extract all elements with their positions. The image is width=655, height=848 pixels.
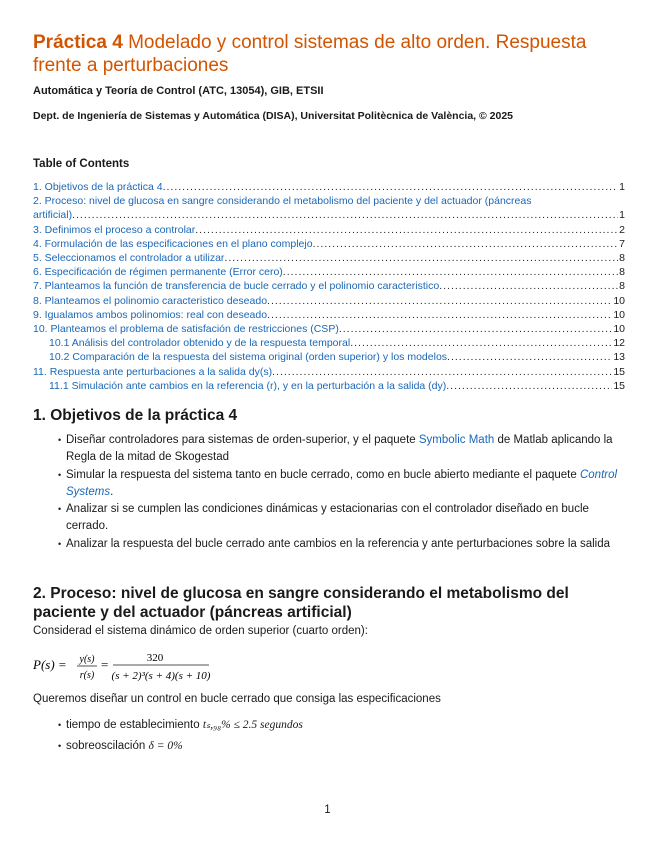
toc-item[interactable]: 4. Formulación de las especificaciones en el plano complejo ..... 7 [33, 237, 625, 251]
section-2-goal: Queremos diseñar un control en bucle cerrado que consiga las especificaciones [33, 693, 441, 705]
document-title [33, 31, 623, 77]
toc-item[interactable]: 3. Definimos el proceso a controlar ..... 2 [33, 223, 625, 237]
list-item: • Simular la respuesta del sistema tanto en bucle cerrado, como en bucle abierto mediante el paquete Control Systems. [58, 469, 618, 498]
toc-subitem[interactable]: 10.1 Análisis del controlador obtenido y de la respuesta temporal ..... 12 [49, 336, 625, 350]
toc-item[interactable]: 5. Seleccionamos el controlador a utilizar ..... 8 [33, 251, 625, 265]
toc-item[interactable]: 2. Proceso: nivel de glucosa en sangre considerando el metabolismo del paciente y del actuador (páncreas [33, 195, 532, 207]
bullet-icon: • [58, 504, 62, 514]
symbolic-math-link[interactable]: Symbolic Math [418, 434, 495, 446]
section-1-heading: 1. Objetivos de la práctica 4 [33, 407, 238, 424]
toc-subitem[interactable]: 10.2 Comparación de la respuesta del sistema original (orden superior) y los modelos ..... 13 [49, 350, 625, 364]
bullet-icon: • [58, 539, 62, 549]
list-item: • Analizar la respuesta del bucle cerrado ante cambios en la referencia y ante perturbaciones sobre la salida [66, 536, 628, 553]
section-2-heading: 2. Proceso: nivel de glucosa en sangre considerando el metabolismo del paciente y del actuador (páncreas artificial) [33, 585, 569, 621]
toc-item[interactable]: 1. Objetivos de la práctica 4 ..... 1 [33, 180, 625, 194]
formula-lhs: P(s) = [33, 657, 67, 672]
toc-item[interactable]: 8. Planteamos el polinomio caracteristico deseado ..... 10 [33, 294, 625, 308]
page-number: 1 [324, 804, 331, 816]
toc-subitem[interactable]: 11.1 Simulación ante cambios en la referencia (r), y en la perturbación a la salida (dy) ..... 15 [49, 379, 625, 393]
toc-item[interactable]: artificial) ..... 1 [33, 208, 625, 222]
svg-text:=: = [101, 657, 109, 672]
control-systems-link[interactable]: Control Systems [66, 469, 618, 498]
bullet-icon: • [58, 435, 62, 445]
list-item: • sobreoscilación δ = 0% [66, 738, 628, 755]
toc-item[interactable]: 9. Igualamos ambos polinomios: real con deseado ..... 10 [33, 308, 625, 322]
bullet-icon: • [58, 741, 62, 751]
toc-item[interactable]: 10. Planteamos el problema de satisfación de restricciones (CSP) ..... 10 [33, 322, 625, 336]
formula-num1: y(s) [79, 654, 95, 665]
course-line: Automática y Teoría de Control (ATC, 13054), GIB, ETSII [33, 85, 324, 97]
title-rest: Modelado y control sistemas de alto orden. Respuesta frente a perturbaciones [33, 32, 587, 76]
formula-den1: r(s) [79, 670, 95, 681]
settling-time-spec: tₛ,₉₈% ≤ 2.5 segundos [202, 719, 303, 731]
overshoot-spec: δ = 0% [148, 740, 183, 752]
formula-graphic [33, 650, 293, 684]
bullet-icon: • [58, 720, 62, 730]
formula-num2: 320 [146, 652, 164, 664]
list-item: • Analizar si se cumplen las condiciones dinámicas y estacionarias con el controlador diseñado en bucle cerrado. [58, 503, 589, 532]
bullet-icon: • [58, 470, 62, 480]
list-item: • Diseñar controladores para sistemas de orden-superior, y el paquete Symbolic Math de Matlab aplicando la Regla de la mitad de Skogestad [58, 434, 613, 463]
section-2-intro: Considerad el sistema dinámico de orden superior (cuarto orden): [33, 625, 368, 637]
list-item: • tiempo de establecimiento tₛ,₉₈% ≤ 2.5 segundos [66, 717, 628, 734]
department-line: Dept. de Ingeniería de Sistemas y Automática (DISA), Universitat Politècnica de València, © 2025 [33, 110, 514, 122]
title-lead: Práctica 4 [33, 32, 123, 53]
toc-item[interactable]: 6. Especificación de régimen permanente (Error cero) ..... 8 [33, 265, 625, 279]
toc-heading: Table of Contents [33, 158, 130, 170]
transfer-function-formula [33, 650, 293, 688]
toc-item[interactable]: 11. Respuesta ante perturbaciones a la salida dy(s) ..... 15 [33, 365, 625, 379]
formula-den2: (s + 2)³(s + 4)(s + 10) [111, 670, 211, 682]
toc-item[interactable]: 7. Planteamos la función de transferencia de bucle cerrado y el polinomio caracteristico ..... 8 [33, 279, 625, 293]
